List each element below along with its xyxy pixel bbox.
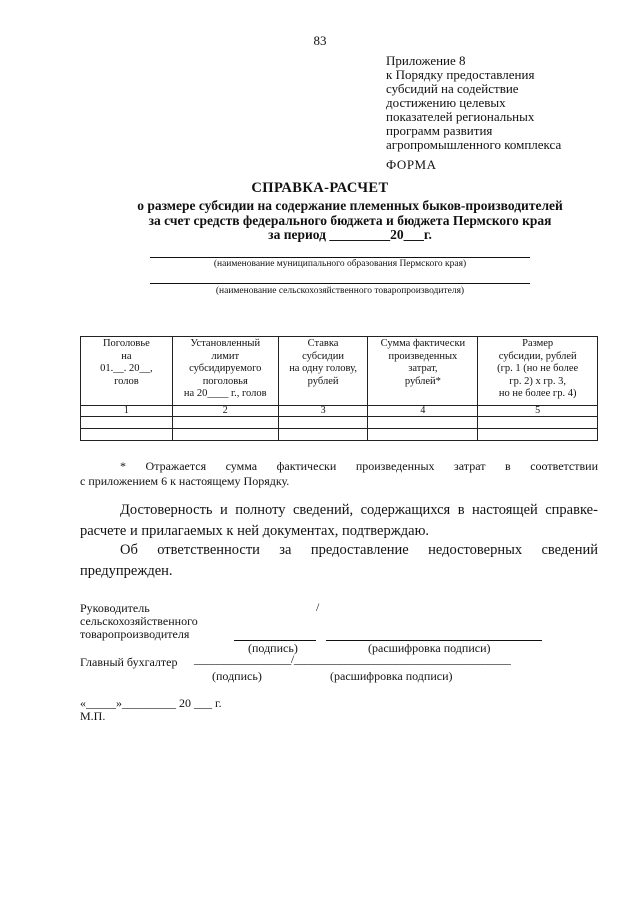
form-label: ФОРМА [386, 157, 437, 172]
appendix-line: Приложение 8 [386, 53, 466, 68]
column-number: 5 [478, 406, 598, 417]
appendix-line: показателей региональных [386, 109, 535, 124]
footnote-word: сумма [225, 459, 258, 473]
table-row [81, 417, 598, 429]
header-rate: Ставка субсидии на одну голову, рублей [278, 337, 368, 406]
table-cell[interactable] [172, 429, 278, 441]
paragraph-word: Достоверность [120, 502, 213, 518]
header-costs: Сумма фактически произведенных затрат, рублей* [368, 337, 478, 406]
appendix-line: субсидий на содействие [386, 81, 519, 96]
paragraph-word: настоящей [472, 502, 538, 518]
footnote-word: фактически [276, 459, 337, 473]
paragraph-word: и [220, 502, 228, 518]
column-number: 3 [278, 406, 368, 417]
calculation-table [80, 336, 598, 441]
table-cell[interactable] [278, 417, 368, 429]
header-livestock: Поголовье на 01.__. 20__, голов [81, 337, 173, 406]
paragraph-word: справке- [545, 502, 598, 518]
municipality-fill-line[interactable] [150, 257, 530, 258]
appendix-line: программ развития [386, 123, 493, 138]
table-cell[interactable] [478, 417, 598, 429]
footnote-line: с приложением 6 к настоящему Порядку. [80, 474, 290, 488]
signature-slash: / [316, 600, 320, 614]
paragraph-line: расчете и прилагаемых к ней документах, подтверждаю. [80, 523, 430, 539]
column-number: 1 [81, 406, 173, 417]
table-cell[interactable] [368, 429, 478, 441]
producer-fill-line[interactable] [150, 283, 530, 284]
stamp-label: М.П. [80, 709, 106, 723]
head-title-line: Руководитель [80, 601, 150, 615]
subtitle-line: за счет средств федерального бюджета и бюджета Пермского края [148, 212, 552, 228]
paragraph-word: содержащихся [360, 502, 451, 518]
table-cell[interactable] [172, 417, 278, 429]
municipality-caption: (наименование муниципального образования Пермского края) [213, 259, 467, 269]
page-number: 83 [313, 33, 327, 48]
head-title-line: сельскохозяйственного [80, 614, 198, 628]
paragraph-word: сведений, [292, 502, 354, 518]
footnote-word: в [504, 459, 511, 473]
head-signature-caption: (подпись) [248, 641, 298, 655]
table-cell[interactable] [368, 417, 478, 429]
paragraph-word: недостоверных [428, 542, 523, 558]
column-number: 2 [172, 406, 278, 417]
column-number: 4 [368, 406, 478, 417]
appendix-line: к Порядку предоставления [386, 67, 535, 82]
footnote [80, 459, 598, 489]
footnote-word: произведенных [355, 459, 435, 473]
table-cell[interactable] [81, 417, 173, 429]
paragraph-line: предупрежден. [80, 563, 173, 579]
head-title [80, 602, 198, 641]
paragraph-word: за [279, 542, 292, 558]
subtitle-line: о размере субсидии на содержание племенных быков-производителей [137, 198, 563, 213]
footnote-word: Отражается [145, 459, 207, 473]
paragraph-word: предоставление [310, 542, 409, 558]
document-title: СПРАВКА-РАСЧЕТ [251, 180, 389, 196]
head-title-line: товаропроизводителя [80, 627, 190, 641]
accountant-signature-caption: (подпись) [212, 669, 262, 683]
table-row [81, 429, 598, 441]
table-cell[interactable] [278, 429, 368, 441]
paragraph-word: ответственности [157, 542, 260, 558]
paragraph-word: в [457, 502, 465, 518]
date-line[interactable]: «_____»_________ 20 ___ г. [80, 696, 222, 710]
table-header-row [81, 337, 598, 406]
appendix-reference [386, 54, 561, 152]
table-cell[interactable] [478, 429, 598, 441]
head-decode-caption: (расшифровка подписи) [368, 641, 491, 655]
confirmation-paragraph [80, 500, 598, 542]
appendix-line: агропромышленного комплекса [386, 137, 562, 152]
accountant-signature-line[interactable]: _________________/______________________________________ [194, 652, 511, 666]
header-limit: Установленный лимит субсидируемого поголовья на 20____ г., голов [172, 337, 278, 406]
paragraph-word: сведений [541, 542, 598, 558]
column-number-row [81, 406, 598, 417]
accountant-title: Главный бухгалтер [80, 655, 178, 669]
responsibility-paragraph [80, 540, 598, 582]
producer-caption: (наименование сельскохозяйственного товаропроизводителя) [215, 286, 465, 296]
paragraph-word: Об [120, 542, 138, 558]
accountant-decode-caption: (расшифровка подписи) [330, 669, 453, 683]
footnote-word: * [120, 459, 126, 473]
subtitle-period-line: за период _________20___г. [268, 227, 432, 242]
table-cell[interactable] [81, 429, 173, 441]
paragraph-word: полноту [235, 502, 286, 518]
appendix-line: достижению целевых [386, 95, 506, 110]
footnote-word: соответствии [530, 459, 598, 473]
document-subtitle [90, 199, 610, 243]
footnote-word: затрат [454, 459, 486, 473]
header-subsidy: Размер субсидии, рублей (гр. 1 (но не более гр. 2) х гр. 3, но не более гр. 4) [478, 337, 598, 406]
